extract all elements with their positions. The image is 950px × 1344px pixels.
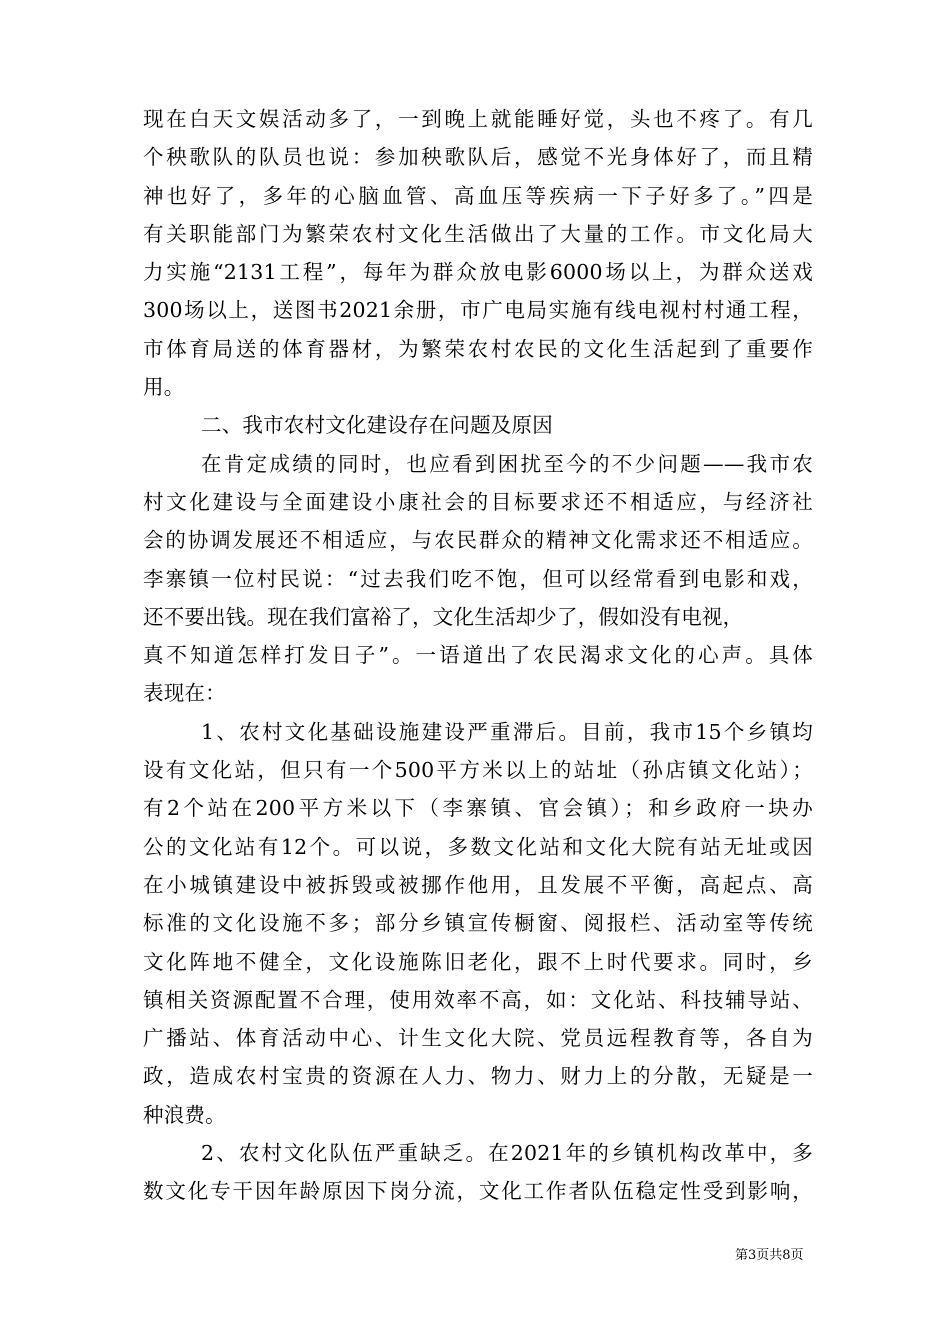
text-line: 1、农村文化基础设施建设严重滞后。目前，我市15个乡镇均 <box>201 719 813 744</box>
text-line: 2、农村文化队伍严重缺乏。在2021年的乡镇机构改革中，多 <box>201 1141 813 1166</box>
page-number: 第3页共8页 <box>735 1248 804 1263</box>
text-line: 用。 <box>143 375 185 400</box>
text-line: 公的文化站有12个。可以说，多数文化站和文化大院有站无址或因 <box>143 834 813 859</box>
section-heading: 二、我市农村文化建设存在问题及原因 <box>201 413 553 438</box>
text-line: 有2个站在200平方米以下（李寨镇、官会镇）；和乡政府一块办 <box>143 796 813 821</box>
text-line: 种浪费。 <box>143 1102 226 1127</box>
document-body <box>143 100 813 1211</box>
text-line: 神也好了，多年的心脑血管、高血压等疾病一下子好多了。”四是 <box>143 183 813 208</box>
text-line: 镇相关资源配置不合理，使用效率不高，如：文化站、科技辅导站、 <box>143 987 813 1012</box>
text-line: 标准的文化设施不多；部分乡镇宣传橱窗、阅报栏、活动室等传统 <box>143 911 813 936</box>
text-line: 个秧歌队的队员也说：参加秧歌队后，感觉不光身体好了，而且精 <box>143 145 813 170</box>
text-line: 文化阵地不健全，文化设施陈旧老化，跟不上时代要求。同时，乡 <box>143 949 813 974</box>
text-line: 表现在： <box>143 681 226 706</box>
text-line: 村文化建设与全面建设小康社会的目标要求还不相适应，与经济社 <box>143 489 813 514</box>
text-line: 设有文化站，但只有一个500平方米以上的站址（孙店镇文化站）； <box>143 758 813 783</box>
text-line: 李寨镇一位村民说：“过去我们吃不饱，但可以经常看到电影和戏， <box>143 566 813 591</box>
text-line: 广播站、体育活动中心、计生文化大院、党员远程教育等，各自为 <box>143 1026 813 1051</box>
text-line: 现在白天文娱活动多了，一到晚上就能睡好觉，头也不疼了。有几 <box>143 107 813 131</box>
text-line: 300场以上，送图书2021余册，市广电局实施有线电视村村通工程， <box>143 298 813 323</box>
text-line: 在肯定成绩的同时，也应看到困扰至今的不少问题——我市农 <box>201 451 813 476</box>
text-line: 数文化专干因年龄原因下岗分流，文化工作者队伍稳定性受到影响， <box>143 1179 813 1204</box>
text-line: 有关职能部门为繁荣农村文化生活做出了大量的工作。市文化局大 <box>143 221 813 246</box>
text-line: 还不要出钱。现在我们富裕了，文化生活却少了，假如没有电视， <box>143 604 744 629</box>
text-line: 在小城镇建设中被拆毁或被挪作他用，且发展不平衡，高起点、高 <box>143 872 813 897</box>
text-line: 力实施“2131工程”，每年为群众放电影6000场以上，为群众送戏 <box>143 260 813 285</box>
text-line: 政，造成农村宝贵的资源在人力、物力、财力上的分散，无疑是一 <box>143 1064 813 1089</box>
text-line: 会的协调发展还不相适应，与农民群众的精神文化需求还不相适应。 <box>143 528 813 553</box>
text-line: 市体育局送的体育器材，为繁荣农村农民的文化生活起到了重要作 <box>143 336 813 361</box>
text-line: 真不知道怎样打发日子”。一语道出了农民渴求文化的心声。具体 <box>143 643 813 668</box>
